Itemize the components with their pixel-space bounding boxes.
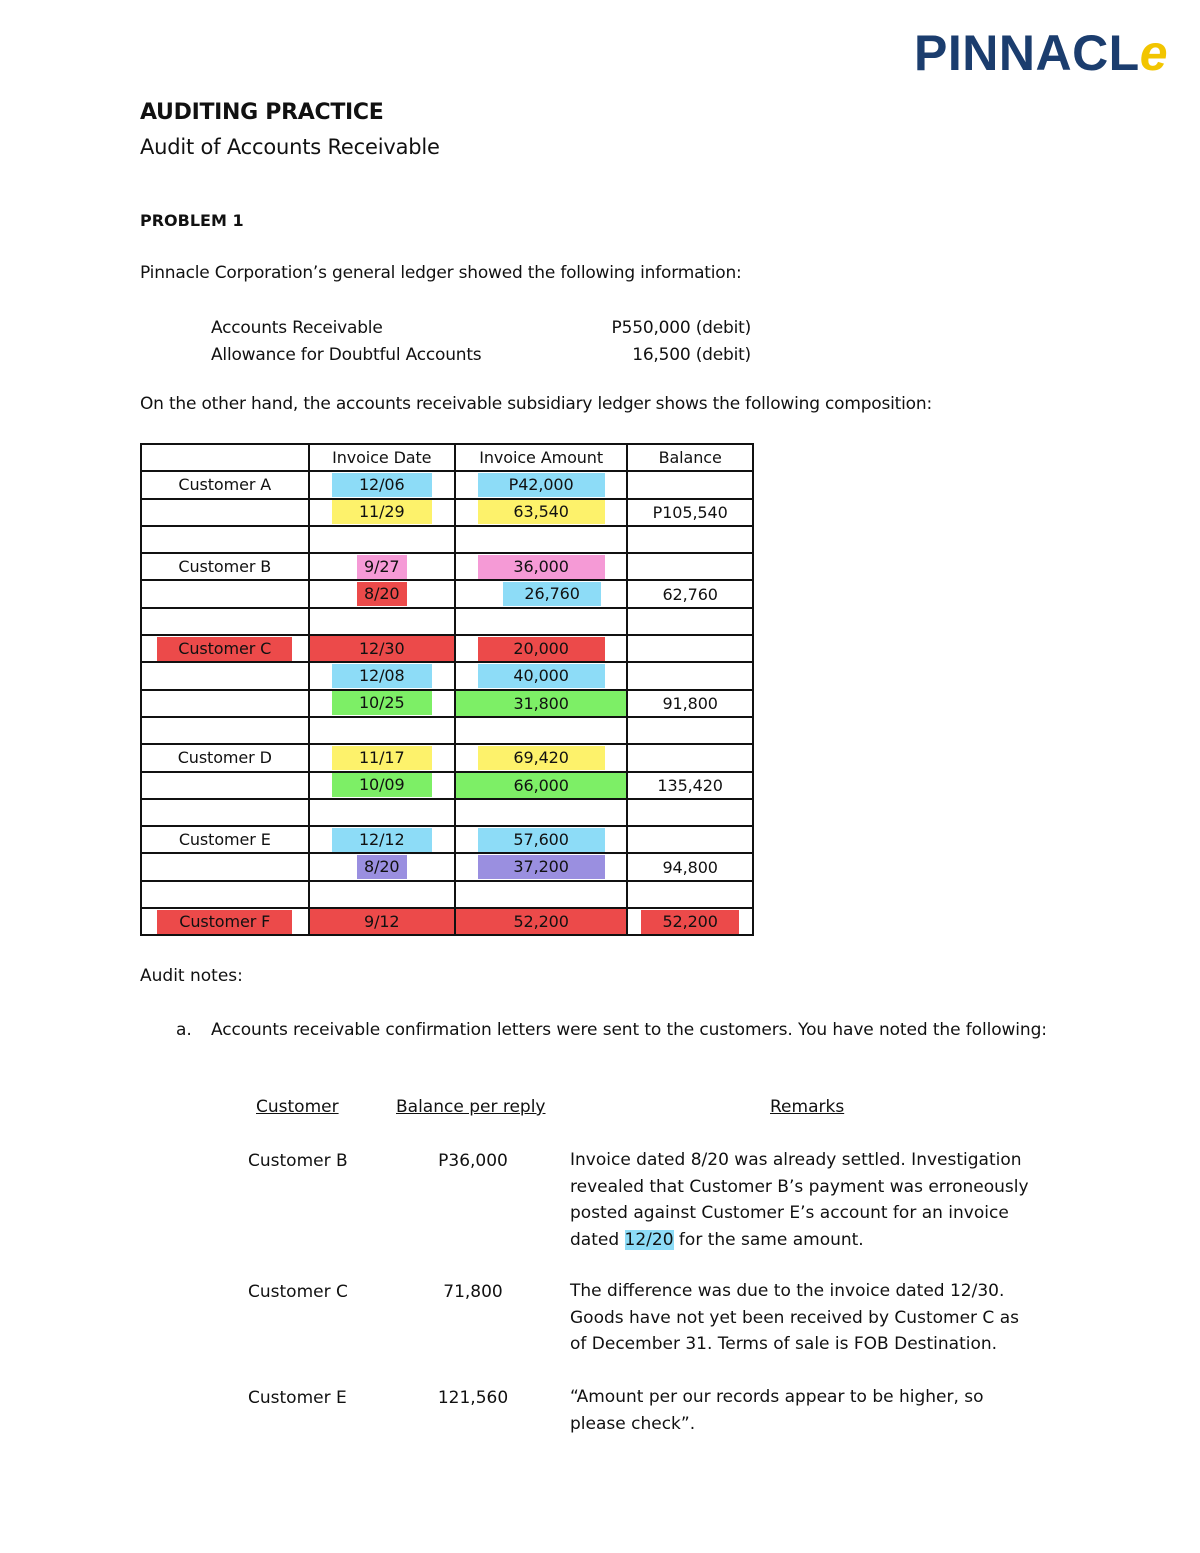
invoice-amount-cell bbox=[455, 744, 627, 771]
customer-name: Customer F bbox=[157, 910, 292, 934]
customer-cell bbox=[141, 772, 309, 799]
balance-cell bbox=[627, 553, 753, 580]
customer-name: Customer C bbox=[157, 637, 292, 661]
invoice-amount-cell bbox=[455, 499, 627, 526]
balance-cell: 62,760 bbox=[627, 580, 753, 607]
conf-balance: 71,800 bbox=[443, 1282, 503, 1302]
page-subtitle: Audit of Accounts Receivable bbox=[140, 135, 440, 159]
invoice-date-cell bbox=[309, 662, 455, 689]
customer-cell: Customer E bbox=[141, 826, 309, 853]
balance-cell bbox=[627, 662, 753, 689]
invoice-amount-cell bbox=[455, 553, 627, 580]
invoice-amount-cell: 66,000 bbox=[455, 772, 627, 799]
invoice-date-cell bbox=[309, 826, 455, 853]
gl-label: Allowance for Doubtful Accounts bbox=[211, 344, 482, 365]
header-cell: Invoice Amount bbox=[455, 444, 627, 471]
conf-customer: Customer E bbox=[248, 1388, 347, 1408]
invoice-date: 11/17 bbox=[332, 746, 432, 770]
page-title: AUDITING PRACTICE bbox=[140, 100, 384, 125]
table-row bbox=[141, 662, 753, 689]
table-row bbox=[141, 908, 753, 935]
invoice-amount-cell bbox=[455, 853, 627, 880]
table-row bbox=[141, 635, 753, 662]
subsidiary-intro: On the other hand, the accounts receivable subsidiary ledger shows the following composition: bbox=[140, 394, 932, 414]
conf-remarks bbox=[570, 1147, 1040, 1253]
invoice-date-cell: 9/12 bbox=[309, 908, 455, 935]
gl-label: Accounts Receivable bbox=[211, 317, 383, 338]
invoice-amount-cell bbox=[455, 580, 627, 607]
invoice-date: 11/29 bbox=[332, 500, 432, 524]
customer-cell bbox=[141, 908, 309, 935]
col-header-balance: Balance per reply bbox=[396, 1097, 546, 1117]
col-header-remarks: Remarks bbox=[770, 1097, 845, 1117]
invoice-amount: 37,200 bbox=[478, 855, 605, 879]
gl-row bbox=[211, 314, 751, 341]
general-ledger-list bbox=[211, 314, 751, 368]
conf-customer: Customer C bbox=[248, 1282, 348, 1302]
invoice-amount: 20,000 bbox=[478, 637, 605, 661]
invoice-date: 12/12 bbox=[332, 828, 432, 852]
invoice-amount: 36,000 bbox=[478, 555, 605, 579]
customer-cell bbox=[141, 662, 309, 689]
customer-cell: Customer B bbox=[141, 553, 309, 580]
customer-cell bbox=[141, 635, 309, 662]
table-row bbox=[141, 499, 753, 526]
invoice-date: 12/06 bbox=[332, 473, 432, 497]
table-row bbox=[141, 744, 753, 771]
invoice-amount: 40,000 bbox=[478, 664, 605, 688]
note-item-a bbox=[176, 1017, 1060, 1043]
table-row-spacer bbox=[141, 526, 753, 553]
table-row-spacer bbox=[141, 799, 753, 826]
table-row bbox=[141, 580, 753, 607]
gl-row bbox=[211, 341, 751, 368]
invoice-date-cell: 12/30 bbox=[309, 635, 455, 662]
customer-cell bbox=[141, 580, 309, 607]
customer-cell bbox=[141, 853, 309, 880]
invoice-date-cell bbox=[309, 690, 455, 717]
balance-cell: 94,800 bbox=[627, 853, 753, 880]
audit-notes-label: Audit notes: bbox=[140, 966, 243, 986]
customer-cell bbox=[141, 690, 309, 717]
table-row bbox=[141, 553, 753, 580]
invoice-date: 10/09 bbox=[332, 773, 432, 797]
invoice-amount-cell bbox=[455, 662, 627, 689]
balance-value: 52,200 bbox=[641, 910, 739, 934]
invoice-amount-cell bbox=[455, 471, 627, 498]
table-row bbox=[141, 690, 753, 717]
balance-cell bbox=[627, 635, 753, 662]
problem-label: PROBLEM 1 bbox=[140, 211, 244, 230]
table-row-spacer bbox=[141, 717, 753, 744]
invoice-date: 10/25 bbox=[332, 691, 432, 715]
balance-cell: 91,800 bbox=[627, 690, 753, 717]
invoice-date-cell bbox=[309, 744, 455, 771]
table-header-row bbox=[141, 444, 753, 471]
table-row bbox=[141, 826, 753, 853]
conf-remarks: The difference was due to the invoice dated 12/30. Goods have not yet been received by Customer C as of December 31. Terms of sale is FOB Destination. bbox=[570, 1281, 1019, 1354]
customer-cell: Customer A bbox=[141, 471, 309, 498]
invoice-date: 8/20 bbox=[357, 582, 407, 606]
balance-cell bbox=[627, 471, 753, 498]
invoice-amount: 57,600 bbox=[478, 828, 605, 852]
balance-cell bbox=[627, 744, 753, 771]
table-row bbox=[141, 471, 753, 498]
header-cell bbox=[141, 444, 309, 471]
subsidiary-ledger-table bbox=[140, 443, 754, 936]
header-cell: Balance bbox=[627, 444, 753, 471]
invoice-amount: 69,420 bbox=[478, 746, 605, 770]
invoice-date-cell bbox=[309, 553, 455, 580]
list-marker: a. bbox=[176, 1020, 192, 1040]
balance-cell: P105,540 bbox=[627, 499, 753, 526]
gl-amount: 16,500 (debit) bbox=[632, 344, 751, 365]
table-row-spacer bbox=[141, 881, 753, 908]
table-row bbox=[141, 772, 753, 799]
invoice-date-cell bbox=[309, 471, 455, 498]
customer-cell: Customer D bbox=[141, 744, 309, 771]
balance-cell: 135,420 bbox=[627, 772, 753, 799]
remarks-text: for the same amount. bbox=[673, 1229, 864, 1250]
invoice-date-cell bbox=[309, 853, 455, 880]
conf-remarks: “Amount per our records appear to be higher, so please check”. bbox=[570, 1387, 984, 1434]
table-row bbox=[141, 853, 753, 880]
customer-cell bbox=[141, 499, 309, 526]
invoice-date-cell bbox=[309, 499, 455, 526]
invoice-amount-cell bbox=[455, 635, 627, 662]
conf-customer: Customer B bbox=[248, 1151, 348, 1171]
balance-cell bbox=[627, 908, 753, 935]
invoice-date-cell bbox=[309, 772, 455, 799]
invoice-date: 9/27 bbox=[357, 555, 407, 579]
pinnacle-logo: PINNACLe bbox=[914, 25, 1169, 81]
highlighted-date: 12/20 bbox=[624, 1229, 674, 1250]
col-header-customer: Customer bbox=[256, 1097, 339, 1117]
invoice-date-cell bbox=[309, 580, 455, 607]
header-cell: Invoice Date bbox=[309, 444, 455, 471]
conf-balance: P36,000 bbox=[438, 1151, 508, 1171]
invoice-date: 8/20 bbox=[357, 855, 407, 879]
invoice-amount-cell: 52,200 bbox=[455, 908, 627, 935]
table-row-spacer bbox=[141, 608, 753, 635]
gl-amount: P550,000 (debit) bbox=[611, 317, 751, 338]
intro-paragraph: Pinnacle Corporation’s general ledger showed the following information: bbox=[140, 263, 742, 283]
invoice-amount-cell: 31,800 bbox=[455, 690, 627, 717]
invoice-date: 12/08 bbox=[332, 664, 432, 688]
invoice-amount: 63,540 bbox=[478, 500, 605, 524]
invoice-amount-cell bbox=[455, 826, 627, 853]
remarks-text: Invoice dated 8/20 was already settled. Investigation revealed that Customer B’s payment was erroneously posted against Customer E’s account for an invoice dated bbox=[570, 1150, 1029, 1250]
note-text: Accounts receivable confirmation letters were sent to the customers. You have noted the following: bbox=[211, 1020, 1047, 1040]
invoice-amount: P42,000 bbox=[478, 473, 605, 497]
conf-balance: 121,560 bbox=[437, 1388, 509, 1408]
invoice-amount: 26,760 bbox=[503, 582, 601, 606]
balance-cell bbox=[627, 826, 753, 853]
